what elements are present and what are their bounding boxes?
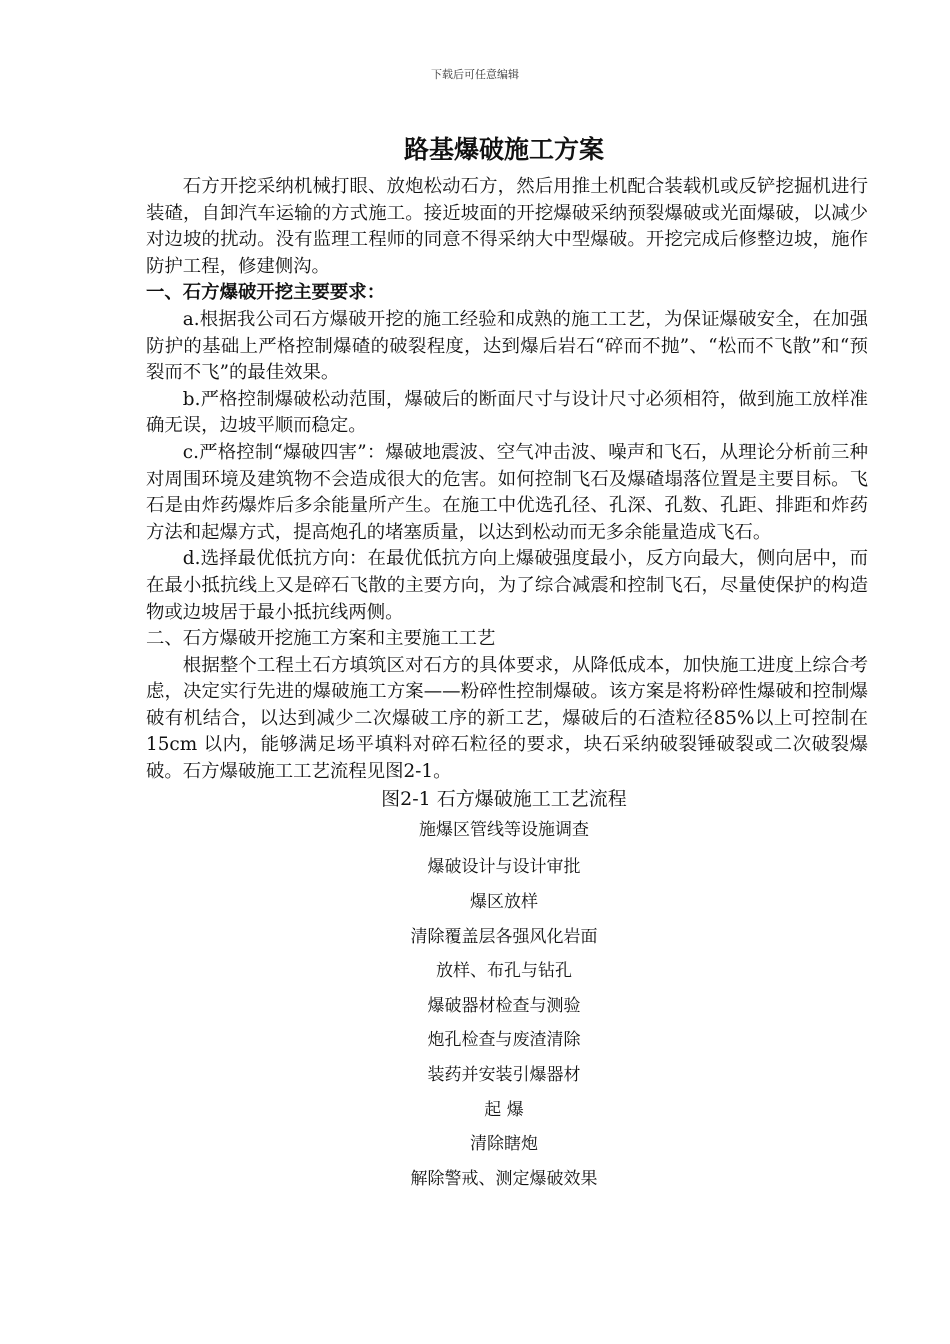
figure-caption: 图2-1 石方爆破施工工艺流程 [381, 787, 627, 810]
section1-item-b: b.严格控制爆破松动范围，爆破后的断面尺寸与设计尺寸必须相符，做到施工放样准确无误，边坡平顺而稳定。 [146, 388, 868, 437]
section2-heading: 二、石方爆破开挖施工方案和主要施工工艺 [146, 628, 496, 650]
flow-step: 爆破设计与设计审批 [427, 857, 581, 877]
flow-step: 清除覆盖层各强风化岩面 [410, 927, 598, 947]
flow-step: 装药并安装引爆器材 [427, 1065, 581, 1085]
section1-item-c: c.严格控制“爆破四害”：爆破地震波、空气冲击波、噪声和飞石，从理论分析前三种对周围环境及建筑物不会造成很大的危害。如何控制飞石及爆碴塌落位置是主要目标。飞石是由炸药爆炸后多余能量所产生。在施工中优选孔径、孔深、孔数、孔距、排距和炸药方法和起爆方式，提高炮孔的堵塞质量，以达到松动而无多余能量造成飞石。 [146, 441, 868, 543]
flow-step: 放样、布孔与钻孔 [436, 961, 572, 981]
flow-step: 解除警戒、测定爆破效果 [410, 1169, 598, 1189]
section1-heading: 一、石方爆破开挖主要要求： [146, 282, 386, 304]
intro-paragraph: 石方开挖采纳机械打眼、放炮松动石方，然后用推土机配合装载机或反铲挖掘机进行装碴，自卸汽车运输的方式施工。接近坡面的开挖爆破采纳预裂爆破或光面爆破，以减少对边坡的扰动。没有监理工程师的同意不得采纳大中型爆破。开挖完成后修整边坡，施作防护工程，修建侧沟。 [146, 176, 868, 277]
flow-step: 炮孔检查与废渣清除 [427, 1030, 581, 1050]
section1-item-d: d.选择最优低抗方向：在最优低抗方向上爆破强度最小，反方向最大，侧向居中，而在最小抵抗线上又是碎石飞散的主要方向，为了综合减震和控制飞石，尽量使保护的构造物或边坡居于最小抵抗线两侧。 [146, 548, 868, 623]
flow-step: 爆区放样 [470, 892, 538, 912]
header-note: 下载后可任意编辑 [431, 68, 519, 81]
document-title: 路基爆破施工方案 [403, 135, 604, 164]
document-body [146, 174, 868, 812]
flow-step: 爆破器材检查与测验 [427, 996, 581, 1016]
flow-step: 清除瞎炮 [470, 1134, 538, 1154]
section1-item-a: a.根据我公司石方爆破开挖的施工经验和成熟的施工工艺，为保证爆破安全，在加强防护的基础上严格控制爆碴的破裂程度，达到爆后岩石“碎而不抛”、“松而不飞散”和“预裂而不飞”的最佳效果。 [146, 308, 868, 384]
section2-paragraph: 根据整个工程土石方填筑区对石方的具体要求，从降低成本，加快施工进度上综合考虑，决定实行先进的爆破施工方案——粉碎性控制爆破。该方案是将粉碎性爆破和控制爆破有机结合，以达到减少二次爆破工序的新工艺，爆破后的石渣粒径85%以上可控制在15cm 以内，能够满足场平填料对碎石粒径的要求，块石采纳破裂锤破裂或二次破裂爆破。石方爆破施工工艺流程见图2-1。 [146, 654, 868, 783]
flow-step: 起 爆 [484, 1100, 524, 1120]
flow-step: 施爆区管线等设施调查 [419, 820, 589, 840]
